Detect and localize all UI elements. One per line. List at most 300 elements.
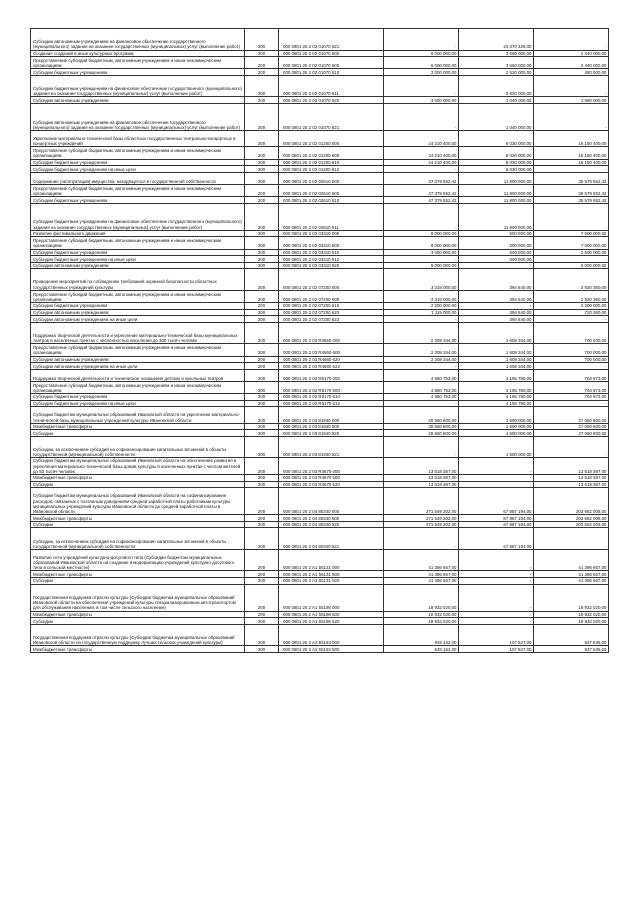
row-approved-value: - [384, 363, 459, 370]
row-classification-code: 000 0801 25 2 03 R4670 000 [279, 458, 384, 475]
table-row [31, 521, 609, 528]
row-executed-value: 394 640,00 [459, 269, 534, 291]
row-approved-value: - [384, 256, 459, 263]
table-row [31, 230, 609, 237]
row-executed-value: 3 560 000,00 [459, 57, 534, 69]
row-admin-code: 200 [245, 407, 279, 424]
row-name: Предоставление субсидий бюджетным, автономным учреждениям и иным некоммерческим организациям [31, 290, 245, 302]
row-name: Предоставление субсидий бюджетным, автономным учреждениям и иным некоммерческим организациям [31, 344, 245, 356]
row-classification-code: 000 0801 25 2 A2 55193 500 [279, 646, 384, 653]
row-executed-value: 11 800 000,00 [459, 197, 534, 204]
table-row [31, 528, 609, 550]
table-row [31, 436, 609, 458]
row-unexecuted-value: 18 932 020,00 [534, 611, 609, 618]
row-classification-code: 000 0801 25 2 A1 55198 000 [279, 584, 384, 611]
row-admin-code: 200 [245, 237, 279, 249]
row-admin-code: 200 [245, 381, 279, 393]
row-name: Предоставление субсидий бюджетным, автономным учреждениям и иным некоммерческим организациям [31, 185, 245, 197]
row-name: Межбюджетные трансферты [31, 423, 245, 430]
row-name: Субсидии автономным учреждениям на финансовое обеспечение государственного (муниципального) задания на оказание государственных (муниципальных) услуг (выполнение работ) [31, 103, 245, 130]
row-name: Развитие сети учреждений культурно-досугового типа (Субсидии бюджетам муниципальных образований Ивановской области на создание и модернизацию учреждений культурно-досугового типа в сельской местности) [31, 549, 245, 571]
table-row [31, 309, 609, 316]
row-approved-value: 3 315 000,00 [384, 269, 459, 291]
row-name: Предоставление субсидий бюджетным, автономным учреждениям и иным некоммерческим организациям [31, 237, 245, 249]
row-executed-value: 107 527,00 [459, 646, 534, 653]
table-row [31, 407, 609, 424]
row-admin-code: 200 [245, 423, 279, 430]
row-executed-value: 394 640,00 [459, 290, 534, 302]
row-unexecuted-value: - [534, 400, 609, 407]
row-name: Субсидии бюджетным учреждениям [31, 159, 245, 166]
row-classification-code: 000 0801 25 2 02 03310 620 [279, 262, 384, 269]
row-classification-code: 000 0801 25 2 02 02610 610 [279, 197, 384, 204]
row-name: Субсидии [31, 618, 245, 625]
row-classification-code: 000 0801 25 2 04 80340 500 [279, 515, 384, 522]
row-admin-code: 200 [245, 578, 279, 585]
row-admin-code: 200 [245, 316, 279, 323]
row-approved-value: 945 162,00 [384, 646, 459, 653]
table-row [31, 571, 609, 578]
table-row [31, 618, 609, 625]
row-admin-code: 200 [245, 618, 279, 625]
row-unexecuted-value: 2 920 360,00 [534, 269, 609, 291]
row-unexecuted-value: 18 932 020,00 [534, 618, 609, 625]
row-executed-value: 67 887 194,00 [459, 488, 534, 515]
row-approved-value: 47 379 552,42 [384, 172, 459, 184]
row-approved-value: 41 396 667,00 [384, 578, 459, 585]
row-admin-code: 200 [245, 269, 279, 291]
row-classification-code: 000 0801 25 2 02 03310 610 [279, 249, 384, 256]
table-row [31, 97, 609, 104]
row-name: Субсидии бюджетным учреждениям на иные цели [31, 400, 245, 407]
row-name: Субсидии автономным учреждениям на иные цели [31, 363, 245, 370]
row-executed-value: 1 608 344,00 [459, 356, 534, 363]
row-admin-code: 200 [245, 166, 279, 173]
row-classification-code: 000 0801 25 2 02 01070 621 [279, 29, 384, 51]
row-approved-value: - [384, 528, 459, 550]
row-classification-code: 000 0801 25 2 03 81940 521 [279, 436, 384, 458]
row-name: Государственная поддержка отрасли культуры (Субсидии бюджетам муниципальных образований Ивановской области на государственную поддержку лучших сельских учреждений культуры) [31, 624, 245, 646]
row-classification-code: 000 0801 25 2 A1 55198 500 [279, 611, 384, 618]
row-classification-code: 000 0801 25 2 A1 55131 520 [279, 578, 384, 585]
row-executed-value: 1 040 000,00 [459, 97, 534, 104]
row-name: Субсидии [31, 521, 245, 528]
row-approved-value: 24 210 400,00 [384, 147, 459, 159]
row-approved-value: 47 379 552,42 [384, 185, 459, 197]
row-approved-value: 945 162,00 [384, 624, 459, 646]
row-name: Субсидии, за исключением субсидий на софинансирование капитальных вложений в объекты государственной (муниципальной) собственности [31, 528, 245, 550]
row-unexecuted-value: - [534, 528, 609, 550]
row-executed-value: 394 640,00 [459, 316, 534, 323]
row-approved-value: 24 210 400,00 [384, 159, 459, 166]
row-approved-value: 28 560 800,00 [384, 407, 459, 424]
row-name: Субсидии автономным учреждениям [31, 309, 245, 316]
row-unexecuted-value: 13 618 387,00 [534, 458, 609, 475]
table-row [31, 356, 609, 363]
table-row [31, 262, 609, 269]
row-unexecuted-value: 837 635,00 [534, 624, 609, 646]
row-unexecuted-value: 13 618 387,00 [534, 481, 609, 488]
row-unexecuted-value: - [534, 29, 609, 51]
row-unexecuted-value: 704 973,00 [534, 381, 609, 393]
row-unexecuted-value: - [534, 75, 609, 97]
row-approved-value: - [384, 103, 459, 130]
row-approved-value: 4 860 753,00 [384, 369, 459, 381]
row-executed-value: 2 520 000,00 [459, 75, 534, 97]
row-name: Межбюджетные трансферты [31, 571, 245, 578]
row-classification-code: 000 0801 25 2 04 80340 000 [279, 488, 384, 515]
row-executed-value: 500 000,00 [459, 230, 534, 237]
row-classification-code: 000 0801 25 2 02 01070 610 [279, 69, 384, 76]
row-name: Субсидии бюджетным учреждениям на финансовое обеспечение государственного (муниципального) задания на оказание государственных (муниципальных) услуг (выполнение работ) [31, 75, 245, 97]
row-classification-code: 000 0801 25 2 03 81940 500 [279, 423, 384, 430]
row-unexecuted-value: 2 440 000,00 [534, 57, 609, 69]
row-approved-value: 271 549 202,00 [384, 515, 459, 522]
row-executed-value: 23 370 328,00 [459, 29, 534, 51]
row-executed-value: 1 500 000,00 [459, 423, 534, 430]
row-unexecuted-value: 1 960 000,00 [534, 97, 609, 104]
row-classification-code: 000 0801 25 2 02 01070 620 [279, 97, 384, 104]
row-name: Межбюджетные трансферты [31, 515, 245, 522]
row-approved-value: 271 549 202,00 [384, 521, 459, 528]
row-unexecuted-value: 18 932 020,00 [534, 584, 609, 611]
row-executed-value: 2 520 000,00 [459, 69, 534, 76]
row-admin-code: 200 [245, 611, 279, 618]
budget-table [30, 28, 609, 653]
row-classification-code: 000 0801 25 2 03 R4660 000 [279, 322, 384, 344]
row-name: Межбюджетные трансферты [31, 611, 245, 618]
table-row [31, 249, 609, 256]
row-name: Субсидии бюджетным учреждениям [31, 394, 245, 401]
table-row [31, 147, 609, 159]
row-name: Укрепление материально-технической базы областных государственных театрально-концертных и концертных учреждений [31, 130, 245, 147]
table-row [31, 646, 609, 653]
document-page [30, 28, 608, 653]
row-executed-value: 500 000,00 [459, 237, 534, 249]
row-name: Субсидии [31, 430, 245, 437]
row-admin-code: 200 [245, 172, 279, 184]
table-row [31, 423, 609, 430]
row-unexecuted-value: - [534, 203, 609, 230]
row-executed-value: - [459, 584, 534, 611]
row-approved-value: - [384, 166, 459, 173]
row-unexecuted-value: 7 500 000,00 [534, 237, 609, 249]
row-unexecuted-value: - [534, 103, 609, 130]
row-unexecuted-value: 700 000,00 [534, 356, 609, 363]
row-admin-code: 200 [245, 436, 279, 458]
row-approved-value: 47 379 552,42 [384, 197, 459, 204]
row-admin-code: 200 [245, 103, 279, 130]
row-approved-value: 1 115 000,00 [384, 309, 459, 316]
row-unexecuted-value: 41 396 667,00 [534, 578, 609, 585]
table-row [31, 624, 609, 646]
row-admin-code: 200 [245, 262, 279, 269]
table-row [31, 269, 609, 291]
row-unexecuted-value: 704 973,00 [534, 369, 609, 381]
row-executed-value: 67 887 194,00 [459, 521, 534, 528]
row-unexecuted-value: 16 180 400,00 [534, 147, 609, 159]
row-classification-code: 000 0801 25 2 02 03310 600 [279, 237, 384, 249]
row-admin-code: 200 [245, 147, 279, 159]
row-admin-code: 200 [245, 159, 279, 166]
row-admin-code: 200 [245, 481, 279, 488]
row-admin-code: 200 [245, 363, 279, 370]
row-admin-code: 200 [245, 185, 279, 197]
row-unexecuted-value: - [534, 256, 609, 263]
row-approved-value: - [384, 203, 459, 230]
row-executed-value: 67 887 194,00 [459, 528, 534, 550]
row-classification-code: 000 0801 25 2 02 01070 611 [279, 75, 384, 97]
row-name: Субсидии бюджетным учреждениям на иные цели [31, 256, 245, 263]
row-unexecuted-value: 41 396 667,00 [534, 549, 609, 571]
row-unexecuted-value: 720 360,00 [534, 309, 609, 316]
table-row [31, 166, 609, 173]
row-name: Субсидии бюджетным учреждениям [31, 197, 245, 204]
row-executed-value: 4 155 780,00 [459, 369, 534, 381]
row-approved-value: - [384, 75, 459, 97]
row-unexecuted-value: 704 973,00 [534, 394, 609, 401]
table-row [31, 69, 609, 76]
row-executed-value: 500 000,00 [459, 249, 534, 256]
row-unexecuted-value: 27 060 800,00 [534, 430, 609, 437]
row-admin-code: 200 [245, 369, 279, 381]
row-name: Проведение мероприятий по соблюдению требований охранной безопасности областных государственных учреждений культуры [31, 269, 245, 291]
table-row [31, 29, 609, 51]
table-row [31, 303, 609, 310]
table-row [31, 256, 609, 263]
row-approved-value: - [384, 400, 459, 407]
row-admin-code: 200 [245, 528, 279, 550]
row-executed-value: 8 030 000,00 [459, 130, 534, 147]
row-unexecuted-value: 27 060 800,00 [534, 407, 609, 424]
table-row [31, 57, 609, 69]
row-admin-code: 200 [245, 521, 279, 528]
table-row [31, 475, 609, 482]
row-classification-code: 000 0801 25 2 02 R5170 612 [279, 400, 384, 407]
table-row [31, 103, 609, 130]
row-admin-code: 200 [245, 571, 279, 578]
table-row [31, 394, 609, 401]
row-admin-code: 200 [245, 197, 279, 204]
row-name: Государственная поддержка отрасли культуры (Субсидии бюджетам муниципальных образований Ивановской области на обеспечение учреждений культуры специализированным автотранспортом для обслуживания населения, в том числе сельского населения) [31, 584, 245, 611]
row-executed-value: 1 608 344,00 [459, 322, 534, 344]
row-unexecuted-value: 13 618 387,00 [534, 475, 609, 482]
row-approved-value: 271 549 202,00 [384, 488, 459, 515]
row-approved-value: 2 308 344,00 [384, 322, 459, 344]
row-unexecuted-value: 35 579 552,42 [534, 185, 609, 197]
row-approved-value: 13 618 387,00 [384, 475, 459, 482]
row-admin-code: 200 [245, 646, 279, 653]
row-classification-code: 000 0801 25 2 02 07200 000 [279, 269, 384, 291]
row-executed-value: 11 800 000,00 [459, 185, 534, 197]
row-classification-code: 000 0801 25 2 03 R4670 500 [279, 475, 384, 482]
row-classification-code: 000 0801 25 2 A1 55198 520 [279, 618, 384, 625]
row-unexecuted-value: 27 060 800,00 [534, 423, 609, 430]
row-executed-value: 8 030 000,00 [459, 166, 534, 173]
row-executed-value: 11 800 000,00 [459, 203, 534, 230]
row-approved-value: 41 396 667,00 [384, 571, 459, 578]
row-admin-code: 200 [245, 75, 279, 97]
row-admin-code: 200 [245, 400, 279, 407]
table-row [31, 290, 609, 302]
row-admin-code: 200 [245, 50, 279, 57]
row-approved-value: 8 000 000,00 [384, 230, 459, 237]
row-executed-value: 11 800 000,00 [459, 172, 534, 184]
table-row [31, 130, 609, 147]
row-unexecuted-value: 5 000 000,00 [534, 262, 609, 269]
row-approved-value: 8 000 000,00 [384, 237, 459, 249]
row-approved-value: 18 932 020,00 [384, 584, 459, 611]
row-unexecuted-value: 700 000,00 [534, 344, 609, 356]
row-name: Поддержка творческой деятельности и укрепление материально-технической базы муниципальных театров в населенных пунктах с численностью населения до 300 тысяч человек [31, 322, 245, 344]
row-classification-code: 000 0801 25 2 02 R5170 610 [279, 394, 384, 401]
row-classification-code: 000 0801 25 2 02 01200 612 [279, 166, 384, 173]
row-executed-value: - [459, 475, 534, 482]
row-unexecuted-value: - [534, 316, 609, 323]
row-admin-code: 200 [245, 256, 279, 263]
row-executed-value: 107 527,00 [459, 624, 534, 646]
row-executed-value: - [459, 549, 534, 571]
row-executed-value: 1 608 344,00 [459, 363, 534, 370]
row-approved-value: 5 000 000,00 [384, 262, 459, 269]
row-classification-code: 000 0801 25 2 03 R4660 622 [279, 363, 384, 370]
row-approved-value: 3 315 000,00 [384, 290, 459, 302]
row-approved-value: 28 560 800,00 [384, 423, 459, 430]
row-approved-value: - [384, 29, 459, 51]
table-row [31, 172, 609, 184]
row-executed-value: - [459, 571, 534, 578]
row-classification-code: 000 0801 25 2 02 03310 612 [279, 256, 384, 263]
row-unexecuted-value: - [534, 166, 609, 173]
row-executed-value: 4 155 780,00 [459, 381, 534, 393]
row-name: Субсидии автономным учреждениям [31, 97, 245, 104]
table-row [31, 611, 609, 618]
row-admin-code: 200 [245, 488, 279, 515]
row-executed-value: 67 887 194,00 [459, 515, 534, 522]
table-row [31, 578, 609, 585]
row-unexecuted-value: 35 579 552,42 [534, 197, 609, 204]
row-classification-code: 000 0801 25 2 03 81940 000 [279, 407, 384, 424]
row-unexecuted-value: - [534, 436, 609, 458]
row-name: Предоставление субсидий бюджетным, автономным учреждениям и иным некоммерческим организациям [31, 57, 245, 69]
row-name: Субсидии автономным учреждениям [31, 356, 245, 363]
row-unexecuted-value: 837 635,00 [534, 646, 609, 653]
row-name: Межбюджетные трансферты [31, 646, 245, 653]
row-classification-code: 000 0801 25 2 02 02610 600 [279, 185, 384, 197]
row-name: Субсидии, за исключением субсидий на софинансирование капитальных вложений в объекты государственной (муниципальной) собственности [31, 436, 245, 458]
row-name: Создание созданий в иные культурных программ [31, 50, 245, 57]
row-admin-code: 200 [245, 458, 279, 475]
row-admin-code: 200 [245, 356, 279, 363]
row-name: Предоставление субсидий бюджетным, автономным учреждениям и иным некоммерческим организациям [31, 381, 245, 393]
row-classification-code: 000 0801 25 2 03 R4660 600 [279, 344, 384, 356]
row-approved-value: 4 860 753,00 [384, 381, 459, 393]
row-executed-value: 1 500 000,00 [459, 407, 534, 424]
row-executed-value: 1 040 000,00 [459, 103, 534, 130]
row-name: Предоставление субсидий бюджетным, автономным учреждениям и иным некоммерческим организациям [31, 147, 245, 159]
row-executed-value: - [459, 618, 534, 625]
row-approved-value: 13 618 387,00 [384, 481, 459, 488]
row-name: Субсидии бюджетам муниципальных образований Ивановской области на обеспечение развития и укрепления материально-технической базы домов культуры в населенных пунктах с числом жителей до 50 тысяч человек [31, 458, 245, 475]
row-unexecuted-value: 2 200 000,00 [534, 303, 609, 310]
row-classification-code: 000 0801 25 2 02 01200 000 [279, 130, 384, 147]
row-classification-code: 000 0801 25 2 02 01070 600 [279, 57, 384, 69]
row-approved-value: 3 000 000,00 [384, 97, 459, 104]
row-unexecuted-value: 41 396 667,00 [534, 571, 609, 578]
row-unexecuted-value: 203 662 008,00 [534, 488, 609, 515]
table-row [31, 515, 609, 522]
row-unexecuted-value: 35 579 552,42 [534, 172, 609, 184]
table-row [31, 430, 609, 437]
row-classification-code: 000 0801 25 2 04 80340 520 [279, 521, 384, 528]
row-approved-value: 6 000 000,00 [384, 57, 459, 69]
row-unexecuted-value: 2 920 360,00 [534, 290, 609, 302]
row-executed-value: 3 560 000,00 [459, 50, 534, 57]
table-row [31, 481, 609, 488]
row-name: Субсидии бюджетным учреждениям [31, 69, 245, 76]
table-row [31, 363, 609, 370]
row-name: Субсидии бюджетным учреждениям на иные цели [31, 166, 245, 173]
row-approved-value: 6 000 000,00 [384, 50, 459, 57]
row-executed-value: 394 640,00 [459, 309, 534, 316]
row-name: Субсидии [31, 481, 245, 488]
row-admin-code: 200 [245, 203, 279, 230]
row-name: Субсидии автономным учреждениям на иные цели [31, 316, 245, 323]
row-classification-code: 000 0801 25 2 A2 55193 000 [279, 624, 384, 646]
row-classification-code: 000 0801 25 2 03 R4660 620 [279, 356, 384, 363]
row-classification-code: 000 0801 25 2 02 01070 621 [279, 103, 384, 130]
row-name: Субсидии бюджетным учреждениям [31, 249, 245, 256]
row-name: Субсидии автономным учреждениям [31, 262, 245, 269]
table-row [31, 322, 609, 344]
row-classification-code: 000 0801 25 2 A1 55131 500 [279, 571, 384, 578]
row-classification-code: 000 0801 25 2 A1 55131 000 [279, 549, 384, 571]
row-classification-code: 000 0801 25 2 03 81940 520 [279, 430, 384, 437]
table-row [31, 50, 609, 57]
row-admin-code: 200 [245, 430, 279, 437]
row-classification-code: 000 0801 25 2 02 R5170 000 [279, 369, 384, 381]
row-name: Поддержка творческой деятельности и техническое оснащение детских и кукольных театров [31, 369, 245, 381]
row-name: Субсидии [31, 578, 245, 585]
row-executed-value: 4 155 780,00 [459, 400, 534, 407]
row-name: Межбюджетные трансферты [31, 475, 245, 482]
row-classification-code: 000 0801 25 2 03 R4670 520 [279, 481, 384, 488]
table-row [31, 584, 609, 611]
row-admin-code: 200 [245, 230, 279, 237]
row-name: Субсидии автономным учреждениям на финансовое обеспечение государственного (муниципального) задания на оказание государственных (муниципальных) услуг (выполнение работ) [31, 29, 245, 51]
table-row [31, 381, 609, 393]
row-admin-code: 200 [245, 249, 279, 256]
table-row [31, 197, 609, 204]
row-name: Субсидии бюджетам муниципальных образований Ивановской области на укрепление материально-технической базы муниципальных учреждений культуры Ивановской области [31, 407, 245, 424]
row-name: Субсидии бюджетным учреждениям [31, 303, 245, 310]
row-approved-value: 4 860 753,00 [384, 394, 459, 401]
table-row [31, 203, 609, 230]
row-executed-value: 1 500 000,00 [459, 436, 534, 458]
row-unexecuted-value: 16 180 400,00 [534, 159, 609, 166]
table-row [31, 488, 609, 515]
row-executed-value: 4 155 780,00 [459, 394, 534, 401]
row-executed-value: 500 000,00 [459, 256, 534, 263]
row-admin-code: 200 [245, 515, 279, 522]
row-executed-value: - [459, 262, 534, 269]
row-executed-value: 1 608 344,00 [459, 344, 534, 356]
row-executed-value: - [459, 611, 534, 618]
row-executed-value: 8 030 000,00 [459, 147, 534, 159]
row-unexecuted-value: - [534, 363, 609, 370]
row-admin-code: 200 [245, 309, 279, 316]
row-classification-code: 000 0801 25 2 02 07200 622 [279, 316, 384, 323]
